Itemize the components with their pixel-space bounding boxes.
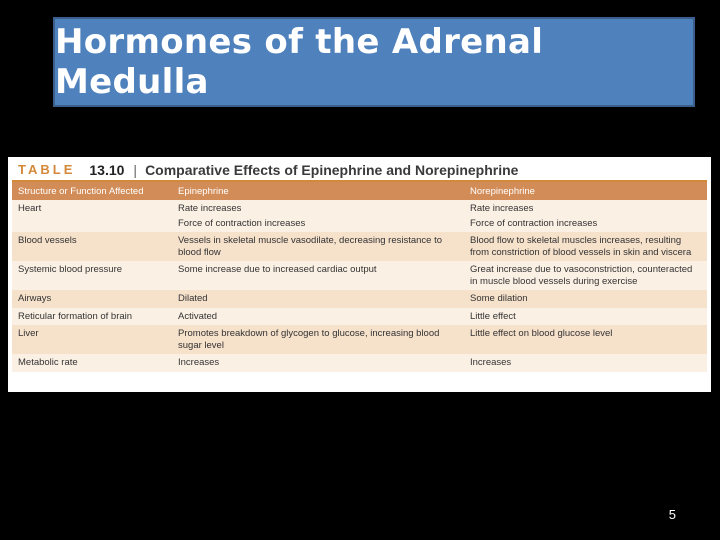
cell-norepinephrine: Force of contraction increases (464, 218, 707, 233)
table-title: Comparative Effects of Epinephrine and Norepinephrine (145, 161, 519, 178)
cell-epinephrine: Increases (172, 354, 464, 372)
table-row (12, 354, 707, 372)
cell-norepinephrine: Little effect (464, 308, 707, 326)
table-row (12, 325, 707, 354)
table-number: 13.10 (89, 161, 125, 178)
cell-norepinephrine: Some dilation (464, 290, 707, 308)
cell-norepinephrine: Little effect on blood glucose level (464, 325, 707, 354)
cell-epinephrine: Rate increases (172, 200, 464, 218)
cell-epinephrine: Some increase due to increased cardiac output (172, 261, 464, 290)
cell-norepinephrine: Rate increases (464, 200, 707, 218)
cell-epinephrine: Promotes breakdown of glycogen to glucose, increasing blood sugar level (172, 325, 464, 354)
table-row (12, 200, 707, 218)
cell-norepinephrine: Great increase due to vasoconstriction, counteracted in muscle blood vessels during exercise (464, 261, 707, 290)
table-separator: | (133, 161, 138, 178)
cell-epinephrine: Vessels in skeletal muscle vasodilate, decreasing resistance to blood flow (172, 232, 464, 261)
header-structure: Structure or Function Affected (12, 182, 172, 200)
cell-structure: Liver (12, 325, 172, 354)
cell-structure (12, 218, 172, 233)
table-row (12, 232, 707, 261)
table-heading (12, 160, 707, 179)
cell-structure: Blood vessels (12, 232, 172, 261)
cell-structure: Metabolic rate (12, 354, 172, 372)
page-number: 5 (668, 507, 676, 522)
cell-structure: Systemic blood pressure (12, 261, 172, 290)
cell-structure: Reticular formation of brain (12, 308, 172, 326)
cell-epinephrine: Force of contraction increases (172, 218, 464, 233)
table-label: TABLE (18, 162, 76, 177)
slide-title-box (53, 17, 695, 107)
cell-structure: Airways (12, 290, 172, 308)
header-norepinephrine: Norepinephrine (464, 182, 707, 200)
table-row (12, 308, 707, 326)
header-epinephrine: Epinephrine (172, 182, 464, 200)
cell-norepinephrine: Increases (464, 354, 707, 372)
table-row (12, 261, 707, 290)
slide-title: Hormones of the Adrenal Medulla (55, 22, 544, 102)
cell-norepinephrine: Blood flow to skeletal muscles increases, resulting from constriction of blood vessels in skin and viscera (464, 232, 707, 261)
cell-epinephrine: Activated (172, 308, 464, 326)
table-image (8, 157, 711, 392)
table-header-row (12, 182, 707, 200)
table-row (12, 218, 707, 233)
comparison-table (12, 182, 707, 372)
cell-epinephrine: Dilated (172, 290, 464, 308)
cell-structure: Heart (12, 200, 172, 218)
table-row (12, 290, 707, 308)
